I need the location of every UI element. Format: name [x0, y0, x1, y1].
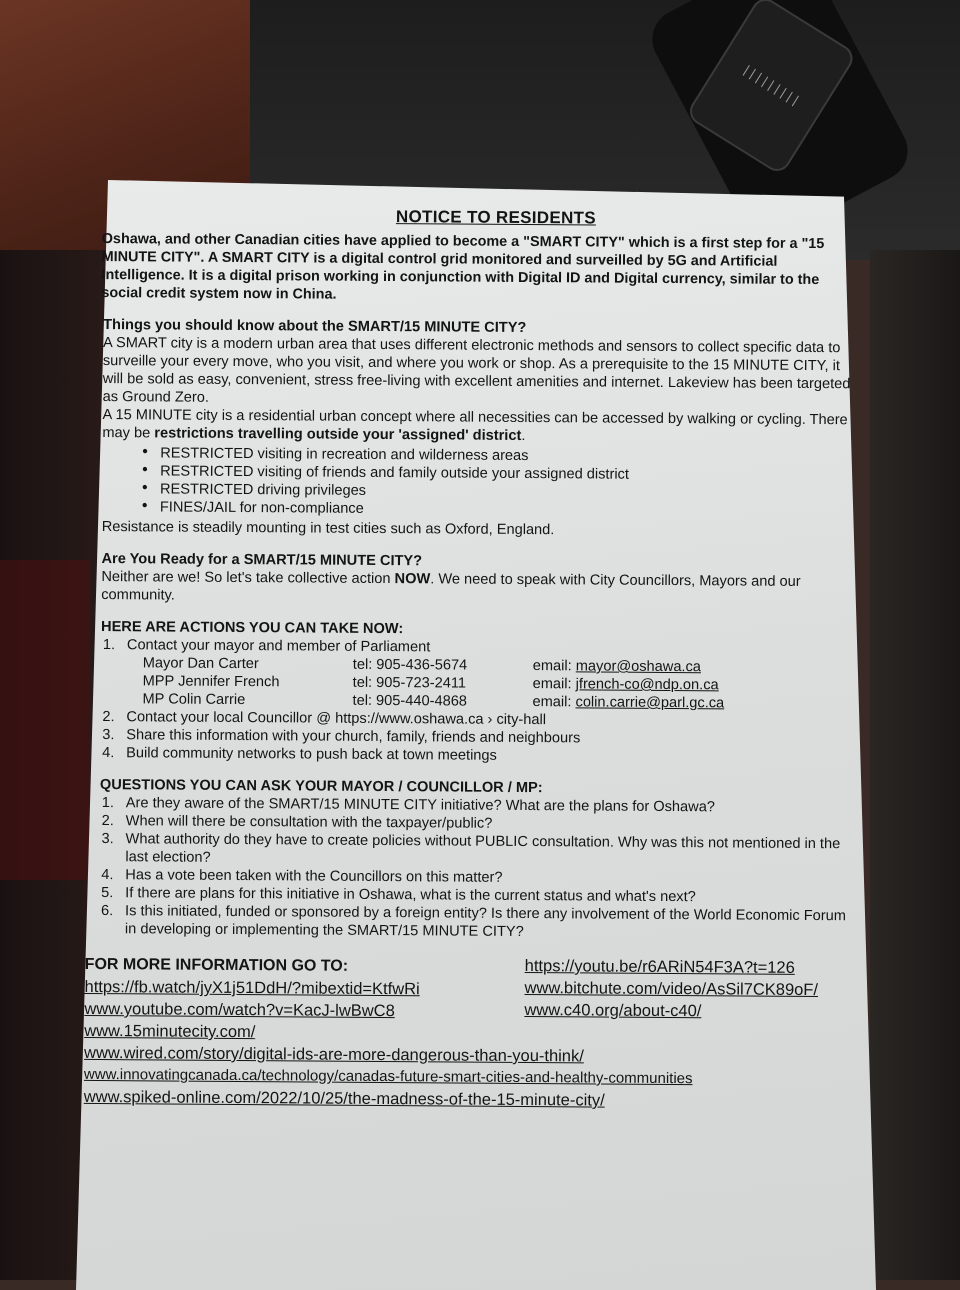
contact-name: MPP Jennifer French [142, 673, 280, 691]
question-text: When will there be consultation with the taxpayer/public? [125, 813, 493, 832]
actions-heading: HERE ARE ACTIONS YOU CAN TAKE NOW: [101, 619, 404, 638]
list-item: 2. When will there be consultation with the taxpayer/public? [101, 813, 493, 832]
resistance-text: Resistance is steadily mounting in test cities such as Oxford, England. [101, 519, 555, 539]
links-right-column [524, 955, 818, 1023]
smart-city-paragraph: A SMART city is a modern urban area that uses different electronic methods and sensors to collect specific data to surveille your every move, who you visit, and where you work or shop. As a prerequisite to the 15 MINUTE CITY, it will be sold as easy, convenient, stress free-living with excellent amenities and internet. Lakeview has been targeted as Ground Zero. [102, 335, 851, 406]
contact-tel: tel: 905-436-5674 [352, 656, 468, 674]
question-text: If there are plans for this initiative in Oshawa, what is the current status and what's next? [125, 885, 696, 906]
list-item: 4. Has a vote been taken with the Councillors on this matter? [101, 867, 503, 886]
info-link[interactable]: www.bitchute.com/video/AsSil7CK89oF/ [524, 979, 819, 1000]
question-text: Are they aware of the SMART/15 MINUTE CITY initiative? What are the plans for Oshawa? [125, 795, 716, 816]
questions-list [101, 794, 852, 943]
info-link[interactable]: https://fb.watch/jyX1j51DdH/?mibextid=KtfwRi [84, 977, 420, 999]
email-label: email: [532, 658, 572, 675]
action-item-text: Contact your local Councillor @ https://www.oshawa.ca › city-hall [126, 709, 547, 729]
contact-tel: tel: 905-440-4868 [352, 692, 468, 710]
actions-list-continued [102, 708, 852, 767]
para2-bold: restrictions travelling outside your 'assigned' district [154, 425, 522, 444]
notice-content [83, 206, 856, 1113]
email-link[interactable]: mayor@oshawa.ca [575, 658, 701, 676]
contact-email [533, 675, 719, 694]
contact-email [533, 657, 701, 676]
restrictions-list [138, 444, 854, 521]
red-fabric [0, 560, 90, 880]
para2-end: . [521, 427, 526, 445]
list-item: 1. Are they aware of the SMART/15 MINUTE CITY initiative? What are the plans for Oshawa? [101, 795, 716, 816]
links-heading: FOR MORE INFORMATION GO TO: [84, 955, 349, 975]
contact-email [532, 693, 724, 712]
list-item: 3. Share this information with your church, family, friends and neighbours [102, 727, 581, 747]
info-link[interactable]: www.15minutecity.com/ [84, 1021, 256, 1042]
question-text: What authority do they have to create policies without PUBLIC consultation. Why was this not mentioned in the last election? [125, 831, 841, 866]
list-item: 4. Build community networks to push back at town meetings [102, 745, 497, 764]
list-item: • FINES/JAIL for non-compliance [138, 498, 854, 521]
action-item-text: Share this information with your church, family, friends and neighbours [126, 727, 581, 747]
contact-tel: tel: 905-723-2411 [352, 674, 467, 692]
question-text: Has a vote been taken with the Councillors on this matter? [125, 867, 503, 886]
section1-heading: Things you should know about the SMART/15 MINUTE CITY? [103, 317, 527, 337]
list-item: 2. Contact your local Councillor @ https://www.oshawa.ca › city-hall [102, 709, 547, 729]
para2-text: A 15 MINUTE city is a residential urban concept where all necessities can be accessed by walking or cycling. There may be [102, 407, 848, 442]
action-bold: NOW [394, 571, 431, 588]
action-text: Neither are we! So let's take collective action [101, 569, 395, 588]
info-link[interactable]: www.c40.org/about-c40/ [524, 1001, 702, 1021]
action-end: . We need to speak with City Councillors, Mayors and our community. [101, 571, 801, 604]
notice-title: NOTICE TO RESIDENTS [395, 207, 596, 228]
email-link[interactable]: jfrench-co@ndp.on.ca [575, 676, 719, 694]
email-label: email: [532, 694, 572, 711]
contacts-table [142, 654, 852, 713]
question-text: Is this initiated, funded or sponsored by a foreign entity? Is there any involvement of the World Economic Forum in developing or implementing the SMART/15 MINUTE CITY? [124, 903, 846, 941]
contact-name: Mayor Dan Carter [142, 655, 259, 673]
email-link[interactable]: colin.carrie@parl.gc.ca [575, 694, 725, 712]
list-item: • RESTRICTED visiting of friends and family outside your assigned district [138, 462, 854, 485]
dark-background-right [870, 250, 960, 1280]
info-link[interactable]: https://youtu.be/r6ARiN54F3A?t=126 [524, 957, 795, 977]
list-item: 1. Contact your mayor and member of Parliament [102, 637, 431, 656]
list-item: • RESTRICTED visiting in recreation and wilderness areas [138, 444, 854, 467]
section2-heading: Are You Ready for a SMART/15 MINUTE CITY? [101, 551, 423, 570]
fifteen-minute-paragraph [102, 406, 854, 447]
info-link[interactable]: www.wired.com/story/digital-ids-are-more-dangerous-than-you-think/ [84, 1043, 584, 1066]
info-link[interactable]: www.youtube.com/watch?v=KacJ-lwBwC8 [84, 999, 395, 1021]
list-item: 3. What authority do they have to create policies without PUBLIC consultation. Why was this not mentioned in the last election? [101, 831, 841, 866]
links-section [84, 956, 851, 1113]
intro-paragraph: Oshawa, and other Canadian cities have applied to become a "SMART CITY" which is a first step for a "15 MINUTE CITY". A SMART CITY is a digital control grid monitored and surveilled by 5G and Artificial Intelligence. It is a digital prison working in conjunction with Digital ID and Digital currency, similar to the social credit system now in China. [101, 231, 825, 303]
action-item-text: Build community networks to push back at town meetings [126, 745, 497, 764]
contact-name: MP Colin Carrie [142, 691, 246, 709]
collective-action-paragraph [101, 568, 853, 609]
list-item: • RESTRICTED driving privileges [138, 480, 854, 503]
info-link[interactable]: www.spiked-online.com/2022/10/25/the-madness-of-the-15-minute-city/ [83, 1087, 605, 1110]
email-label: email: [532, 676, 572, 693]
list-item: 6. Is this initiated, funded or sponsored by a foreign entity? Is there any involvement of the World Economic Forum in developing or implementing the SMART/15 MINUTE CITY? [101, 903, 846, 941]
list-item: 5. If there are plans for this initiative in Oshawa, what is the current status and what's next? [101, 885, 696, 906]
questions-heading: QUESTIONS YOU CAN ASK YOUR MAYOR / COUNCILLOR / MP: [99, 777, 543, 797]
info-link[interactable]: www.innovatingcanada.ca/technology/canadas-future-smart-cities-and-healthy-communities [83, 1065, 693, 1088]
dial-scale-icon: ||||||||| [685, 0, 858, 176]
action-item-text: Contact your mayor and member of Parliament [126, 637, 431, 656]
